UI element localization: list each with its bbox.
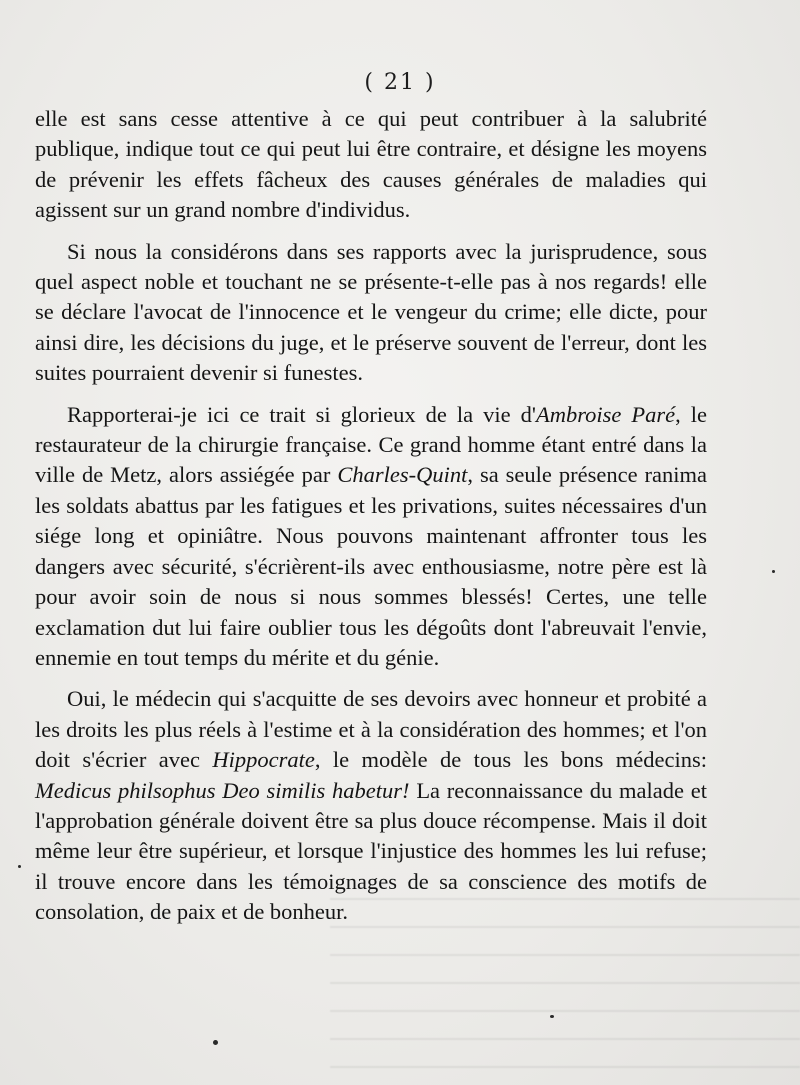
text-segment: Si nous la considérons dans ses rapports avec la jurisprudence, sous quel aspect noble et touchant ne se présente-t-elle pas à nos regards! elle se déclare l'avocat de l'innocence et le vengeur du crime; elle dicte, pour ainsi dire, les décisions du juge, et le préserve souvent de l'erreur, dont les suites pourraient devenir si funestes. [35,238,707,386]
paragraph [35,400,707,674]
body-text [35,104,707,939]
text-segment: , le modèle de tous les bons médecins: [314,747,707,773]
text-segment: elle est sans cesse attentive à ce qui peut contribuer à la salubrité publique, indique tout ce qui peut lui être contraire, et désigne les moyens de prévenir les effets fâcheux des causes générales de maladies qui agissent sur un grand nombre d'individus. [35,106,707,223]
text-segment: Oui, le médecin qui s'acquitte de ses devoirs avec honneur et probité a les droits les plus réels à l'estime et à la considération des hommes; et l'on doit s'écrier avec [35,686,707,773]
text-segment: , le restaurateur de la chirurgie française. Ce grand homme étant entré dans la ville de Metz, alors assiégée par [35,401,707,488]
ink-speck [772,570,775,573]
page-number: ( 21 ) [364,70,436,95]
paragraph [35,684,707,927]
italic-quote: Medicus philsophus Deo similis habetur! [35,777,410,803]
ink-speck [18,865,21,868]
italic-name: Hippocrate [212,747,315,773]
ink-speck [213,1040,218,1045]
text-segment: Rapporterai-je ici ce trait si glorieux de la vie d' [67,401,536,427]
ink-speck [550,1015,554,1018]
paragraph [35,237,707,389]
text-segment: La reconnaissance du malade et l'approbation générale doivent être sa plus douce récompense. Mais il doit même leur être supérieur, et lorsque l'injustice des hommes les lui refuse; il trouve encore dans les témoignages de sa conscience des motifs de consolation, de paix et de bonheur. [35,777,707,925]
italic-name: Charles-Quint [337,462,468,488]
text-segment: , sa seule présence ranima les soldats abattus par les fatigues et les privations, suites nécessaires d'un siége long et opiniâtre. Nous pouvons maintenant affronter tous les dangers avec sécurité, s'écrièrent-ils avec enthousiasme, notre père est là pour avoir soin de nous si nous sommes blessés! Certes, une telle exclamation dut lui faire oublier tous les dégoûts dont l'abreuvait l'envie, ennemie en tout temps du mérite et du génie. [35,462,708,670]
paragraph [35,104,707,226]
italic-name: Ambroise Paré [535,401,676,427]
